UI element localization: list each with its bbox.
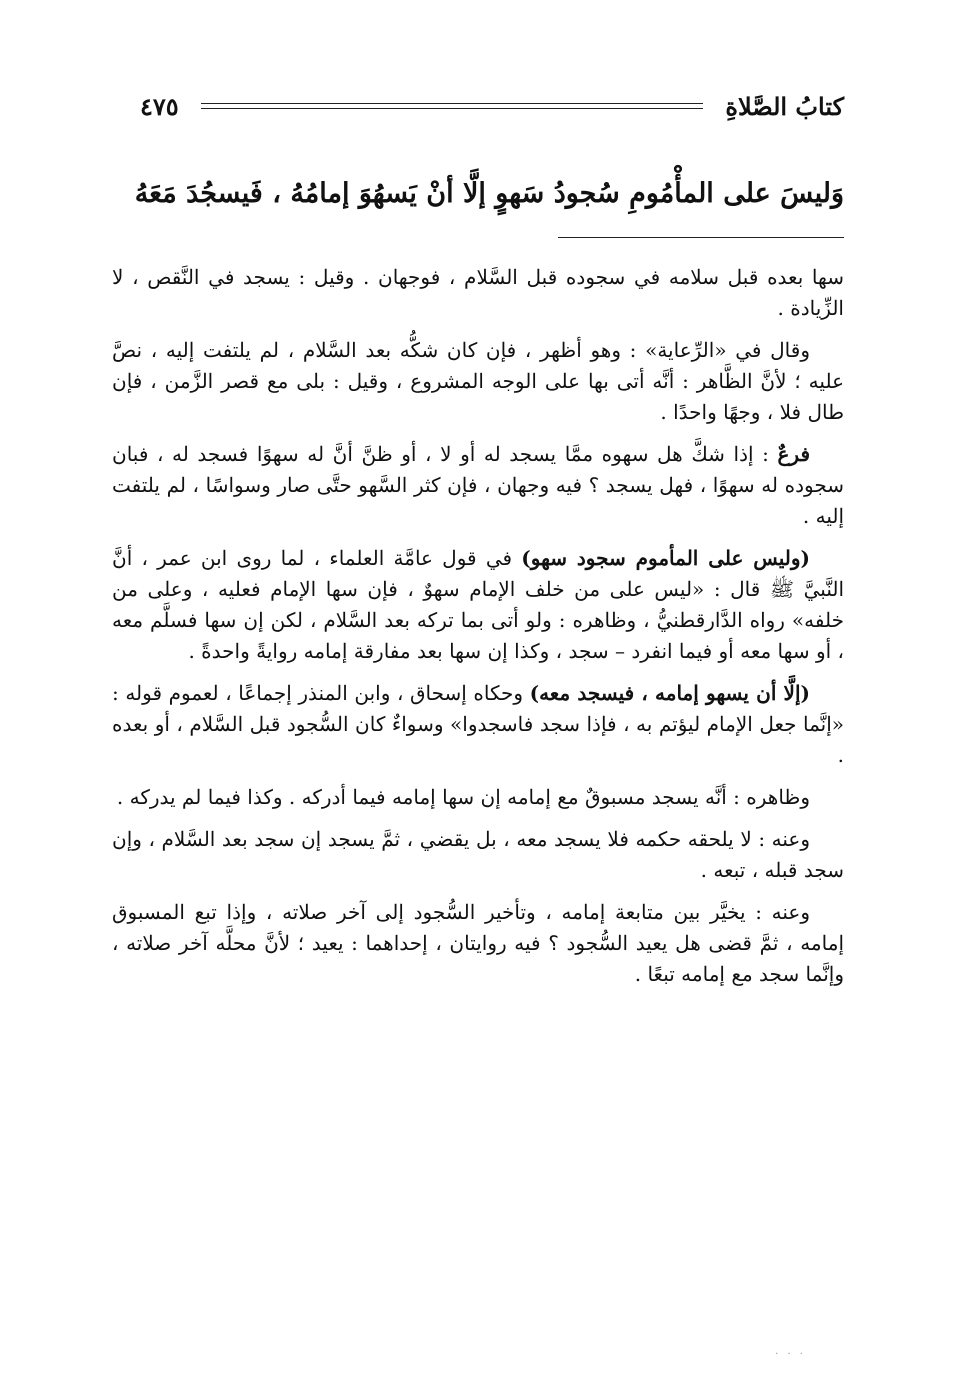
running-header bbox=[140, 86, 844, 126]
header-book-title: كتابُ الصَّلاةِ bbox=[725, 91, 844, 121]
paragraph bbox=[112, 678, 844, 771]
matn-line: وَليسَ على المأْمُومِ سُجودُ سَهوٍ إلَّا أنْ يَسهُوَ إمامُهُ ، فَيسجُدَ مَعَهُ bbox=[134, 178, 844, 209]
matn-separator-rule bbox=[558, 237, 844, 238]
paragraph-text: : إذا شكَّ هل سهوه ممَّا يسجد له أو لا ، أو ظنَّ أنَّ له سهوًا فسجد له ، فبان سجوده له سهوًا ، فهل يسجد ؟ فيه وجهان ، فإن كثر السَّهو حتَّى صار وسواسًا ، لم يلتفت إليه . bbox=[112, 442, 844, 528]
paragraph bbox=[112, 897, 844, 990]
paragraph-text: في قول عامَّة العلماء ، لما روى ابن عمر ، أنَّ النَّبيَّ ﷺ قال : «ليس على من خلف الإمام سهوٌ ، فإن سها الإمام فعليه ، وعلى من خلفه» رواه الدَّارقطنيُّ ، وظاهره : ولو أتى بما تركه بعد السَّلام ، لكن إن سها فسلَّم معه ، أو سها معه أو فيما انفرد – سجد ، وكذا إن سها بعد مفارقة إمامه روايةً واحدةً . bbox=[112, 546, 844, 663]
header-rule bbox=[201, 103, 704, 109]
paragraph-text: وحكاه إسحاق ، وابن المنذر إجماعًا ، لعموم قوله : «إنَّما جعل الإمام ليؤتم به ، فإذا سجد فاسجدوا» وسواءٌ كان السُّجود قبل السَّلام ، أو بعده . bbox=[112, 681, 844, 767]
paragraph-text: وقال في «الرِّعاية» : وهو أظهر ، فإن كان شكُّه بعد السَّلام ، لم يلتفت إليه ، نصَّ عليه ؛ لأنَّ الظَّاهر : أنَّه أتى بها على الوجه المشروع ، وقيل : بلى مع قصر الزَّمن ، فإن طال فلا ، وجهًا واحدًا . bbox=[112, 338, 844, 424]
paragraph-lead: (إلَّا أن يسهو إمامه ، فيسجد معه) bbox=[529, 681, 810, 705]
paragraph bbox=[112, 782, 844, 813]
paragraph-text: وعنه : يخيَّر بين متابعة إمامه ، وتأخير السُّجود إلى آخر صلاته ، وإذا تبع المسبوق إمامه ، ثمَّ قضى هل يعيد السُّجود ؟ فيه روايتان ، إحداهما : يعيد ؛ لأنَّ محلَّه آخر صلاته ، وإنَّما سجد مع إمامه تبعًا . bbox=[112, 900, 844, 986]
header-page-number: ٤٧٥ bbox=[140, 91, 179, 121]
paragraph-text: سها بعده قبل سلامه في سجوده قبل السَّلام ، فوجهان . وقيل : يسجد في النَّقص ، لا الزِّيادة . bbox=[112, 265, 844, 320]
paragraph bbox=[112, 335, 844, 428]
scan-artifact: · · · bbox=[775, 1349, 806, 1360]
paragraph-text: وظاهره : أنَّه يسجد مسبوقٌ مع إمامه إن سها إمامه فيما أدركه . وكذا فيما لم يدركه . bbox=[116, 785, 810, 809]
paragraph bbox=[112, 262, 844, 324]
paragraph bbox=[112, 543, 844, 667]
paragraph-lead: فرعٌ bbox=[777, 442, 810, 466]
paragraph-text: وعنه : لا يلحقه حكمه فلا يسجد معه ، بل يقضي ، ثمَّ يسجد إن سجد بعد السَّلام ، وإن سجد قبله ، تبعه . bbox=[112, 827, 844, 882]
paragraph-lead: (وليس على المأموم سجود سهو) bbox=[521, 546, 810, 570]
paragraph bbox=[112, 439, 844, 532]
commentary-body bbox=[112, 262, 844, 1001]
paragraph bbox=[112, 824, 844, 886]
